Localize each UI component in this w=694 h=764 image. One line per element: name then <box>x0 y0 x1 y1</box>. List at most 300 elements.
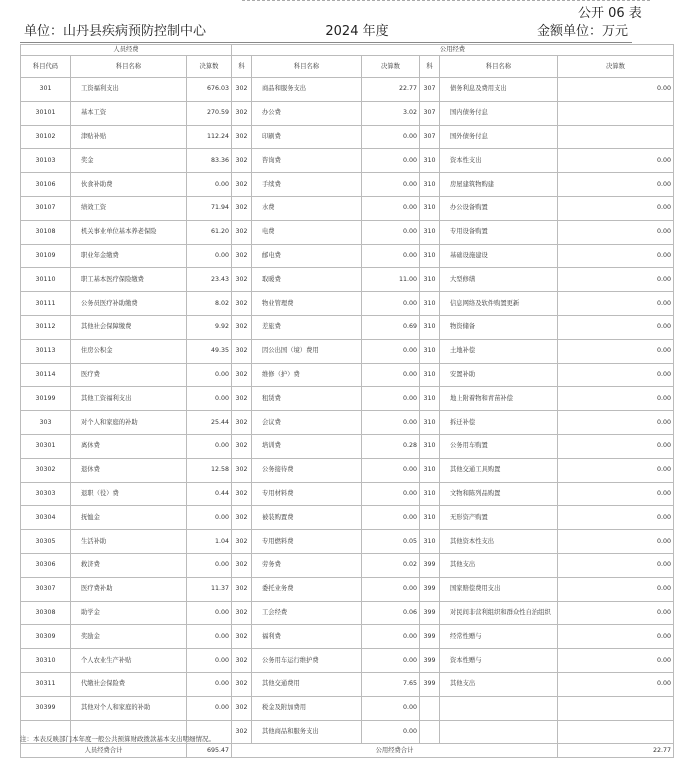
item-code: 307 <box>420 125 440 149</box>
item-amount <box>558 125 674 149</box>
item-amount: 0.00 <box>362 292 420 316</box>
item-amount: 0.00 <box>187 506 232 530</box>
item-code: 310 <box>420 173 440 197</box>
item-code: 30114 <box>21 363 71 387</box>
item-code: 302 <box>232 149 252 173</box>
item-amount: 0.00 <box>558 672 674 696</box>
item-code: 302 <box>232 339 252 363</box>
public-total-value: 22.77 <box>558 744 674 758</box>
table-row <box>21 530 674 554</box>
item-name: 咨询费 <box>252 149 362 173</box>
item-name: 培训费 <box>252 434 362 458</box>
item-amount: 0.00 <box>362 720 420 744</box>
table-row <box>21 506 674 530</box>
item-name: 公务用车购置 <box>440 434 558 458</box>
item-amount: 270.59 <box>187 101 232 125</box>
table-row <box>21 196 674 220</box>
item-name: 维修（护）费 <box>252 363 362 387</box>
item-name: 会议费 <box>252 411 362 435</box>
col-amount: 决算数 <box>558 56 674 78</box>
item-code: 302 <box>232 696 252 720</box>
item-code: 310 <box>420 458 440 482</box>
table-row <box>21 577 674 601</box>
item-name: 奖励金 <box>71 625 187 649</box>
item-code: 30307 <box>21 577 71 601</box>
item-name: 对个人和家庭的补助 <box>71 411 187 435</box>
item-name: 个人农业生产补贴 <box>71 649 187 673</box>
item-amount: 0.00 <box>362 625 420 649</box>
item-code: 30107 <box>21 196 71 220</box>
section-header-row <box>21 45 674 56</box>
item-amount: 0.00 <box>362 387 420 411</box>
table-row <box>21 220 674 244</box>
item-amount: 0.00 <box>187 363 232 387</box>
item-name: 手续费 <box>252 173 362 197</box>
item-name: 住房公积金 <box>71 339 187 363</box>
item-code: 399 <box>420 625 440 649</box>
item-amount: 0.44 <box>187 482 232 506</box>
table-row <box>21 339 674 363</box>
item-name: 退休费 <box>71 458 187 482</box>
item-code: 30113 <box>21 339 71 363</box>
item-name: 房屋建筑物购建 <box>440 173 558 197</box>
col-code: 科 <box>232 56 252 78</box>
item-name: 其他支出 <box>440 553 558 577</box>
item-name: 工会经费 <box>252 601 362 625</box>
item-amount <box>558 101 674 125</box>
fiscal-year: 2024 年度 <box>325 24 389 39</box>
item-code: 310 <box>420 363 440 387</box>
item-name: 税金及附加费用 <box>252 696 362 720</box>
item-amount: 0.00 <box>187 434 232 458</box>
item-amount: 0.00 <box>558 315 674 339</box>
item-name: 商品和服务支出 <box>252 78 362 102</box>
item-amount: 9.92 <box>187 315 232 339</box>
public-section-title: 公用经费 <box>232 45 674 56</box>
item-name: 债务利息及费用支出 <box>440 78 558 102</box>
item-name: 其他交通工具购置 <box>440 458 558 482</box>
col-name: 科目名称 <box>252 56 362 78</box>
item-name: 公务接待费 <box>252 458 362 482</box>
item-code: 30112 <box>21 315 71 339</box>
col-code: 科 <box>420 56 440 78</box>
item-name: 租赁费 <box>252 387 362 411</box>
item-code: 310 <box>420 292 440 316</box>
item-amount: 0.00 <box>558 577 674 601</box>
item-amount: 0.00 <box>362 506 420 530</box>
item-name: 委托业务费 <box>252 577 362 601</box>
item-code: 310 <box>420 411 440 435</box>
item-code: 310 <box>420 530 440 554</box>
item-code: 30301 <box>21 434 71 458</box>
col-name: 科目名称 <box>440 56 558 78</box>
item-code: 30108 <box>21 220 71 244</box>
item-code: 30101 <box>21 101 71 125</box>
item-code: 30311 <box>21 672 71 696</box>
item-code: 302 <box>232 530 252 554</box>
item-name: 奖金 <box>71 149 187 173</box>
item-code: 399 <box>420 649 440 673</box>
table-row <box>21 292 674 316</box>
item-amount: 0.00 <box>558 268 674 292</box>
item-code: 399 <box>420 553 440 577</box>
item-amount: 0.00 <box>558 553 674 577</box>
item-amount: 0.00 <box>558 411 674 435</box>
item-code: 302 <box>232 173 252 197</box>
item-code: 310 <box>420 387 440 411</box>
item-code: 30199 <box>21 387 71 411</box>
item-name: 绩效工资 <box>71 196 187 220</box>
item-name: 大型修缮 <box>440 268 558 292</box>
item-name: 办公设备购置 <box>440 196 558 220</box>
item-name: 国家赔偿费用支出 <box>440 577 558 601</box>
item-name: 抚恤金 <box>71 506 187 530</box>
item-amount: 3.02 <box>362 101 420 125</box>
item-name: 退职（役）费 <box>71 482 187 506</box>
expenditure-table <box>20 44 674 758</box>
totals-row <box>21 744 674 758</box>
table-row <box>21 149 674 173</box>
item-name: 基础设施建设 <box>440 244 558 268</box>
col-amount: 决算数 <box>187 56 232 78</box>
item-amount: 0.00 <box>362 339 420 363</box>
item-amount: 0.06 <box>362 601 420 625</box>
item-amount: 0.00 <box>362 577 420 601</box>
money-unit-label: 金额单位：万元 <box>536 24 628 39</box>
item-name: 专用设备购置 <box>440 220 558 244</box>
item-amount: 0.00 <box>362 458 420 482</box>
item-code: 302 <box>232 601 252 625</box>
item-code: 302 <box>232 244 252 268</box>
item-name: 电费 <box>252 220 362 244</box>
item-code: 302 <box>232 411 252 435</box>
item-code: 310 <box>420 482 440 506</box>
item-name: 生活补助 <box>71 530 187 554</box>
item-amount: 61.20 <box>187 220 232 244</box>
item-amount: 0.00 <box>362 173 420 197</box>
item-name: 专用材料费 <box>252 482 362 506</box>
item-amount: 22.77 <box>362 78 420 102</box>
item-code: 310 <box>420 196 440 220</box>
footnote: 注：本表反映部门本年度一般公共预算财政拨款基本支出明细情况。 <box>20 735 215 743</box>
item-name: 物业管理费 <box>252 292 362 316</box>
item-code: 30399 <box>21 696 71 720</box>
item-amount <box>558 720 674 744</box>
item-amount: 0.00 <box>558 196 674 220</box>
item-amount: 0.00 <box>558 244 674 268</box>
item-code: 30305 <box>21 530 71 554</box>
item-code: 30309 <box>21 625 71 649</box>
item-name: 工资福利支出 <box>71 78 187 102</box>
item-amount: 0.00 <box>187 244 232 268</box>
item-name: 津贴补贴 <box>71 125 187 149</box>
item-code: 302 <box>232 506 252 530</box>
item-name: 对民间非营利组织和群众性自治组织 <box>440 601 558 625</box>
public-total-label: 公用经费合计 <box>232 744 558 758</box>
item-code: 310 <box>420 315 440 339</box>
table-row <box>21 482 674 506</box>
item-amount: 0.00 <box>558 625 674 649</box>
item-code <box>420 696 440 720</box>
item-amount: 0.00 <box>362 149 420 173</box>
item-name: 资本性赠与 <box>440 649 558 673</box>
item-code: 30102 <box>21 125 71 149</box>
item-code: 30304 <box>21 506 71 530</box>
item-name: 经常性赠与 <box>440 625 558 649</box>
item-code: 302 <box>232 315 252 339</box>
item-name: 被装购置费 <box>252 506 362 530</box>
table-row <box>21 672 674 696</box>
item-amount: 0.00 <box>362 649 420 673</box>
item-name: 资本性支出 <box>440 149 558 173</box>
table-row <box>21 434 674 458</box>
item-amount: 0.00 <box>187 625 232 649</box>
item-code: 302 <box>232 220 252 244</box>
header-dash-rule <box>242 0 650 1</box>
item-amount: 23.43 <box>187 268 232 292</box>
item-amount: 0.00 <box>558 339 674 363</box>
item-name: 信息网络及软件购置更新 <box>440 292 558 316</box>
item-code: 303 <box>21 411 71 435</box>
item-name: 办公费 <box>252 101 362 125</box>
item-amount: 0.00 <box>558 482 674 506</box>
item-name: 印刷费 <box>252 125 362 149</box>
item-name: 其他资本性支出 <box>440 530 558 554</box>
item-name: 劳务费 <box>252 553 362 577</box>
item-code: 302 <box>232 720 252 744</box>
item-name: 离休费 <box>71 434 187 458</box>
item-code: 301 <box>21 78 71 102</box>
item-code: 30306 <box>21 553 71 577</box>
item-amount: 11.37 <box>187 577 232 601</box>
table-row <box>21 625 674 649</box>
item-name: 福利费 <box>252 625 362 649</box>
report-header <box>20 22 632 42</box>
item-code: 30302 <box>21 458 71 482</box>
item-code: 302 <box>232 363 252 387</box>
item-amount: 0.00 <box>558 649 674 673</box>
item-code: 310 <box>420 244 440 268</box>
item-name: 专用燃料费 <box>252 530 362 554</box>
item-code: 399 <box>420 577 440 601</box>
item-code: 302 <box>232 672 252 696</box>
item-code: 302 <box>232 387 252 411</box>
item-code: 30109 <box>21 244 71 268</box>
table-row <box>21 411 674 435</box>
item-amount: 0.05 <box>362 530 420 554</box>
item-amount: 0.00 <box>187 173 232 197</box>
item-code: 302 <box>232 292 252 316</box>
item-amount: 0.00 <box>558 458 674 482</box>
item-amount: 0.00 <box>187 672 232 696</box>
item-code: 302 <box>232 268 252 292</box>
item-code: 30106 <box>21 173 71 197</box>
item-amount: 0.00 <box>187 601 232 625</box>
item-name: 救济费 <box>71 553 187 577</box>
item-name: 其他支出 <box>440 672 558 696</box>
item-name: 其他工资福利支出 <box>71 387 187 411</box>
item-name: 邮电费 <box>252 244 362 268</box>
item-amount: 49.35 <box>187 339 232 363</box>
item-amount: 0.00 <box>558 434 674 458</box>
item-code: 302 <box>232 625 252 649</box>
item-code: 310 <box>420 220 440 244</box>
item-amount: 0.00 <box>558 173 674 197</box>
personnel-total-value: 695.47 <box>187 744 232 758</box>
item-name: 公务用车运行维护费 <box>252 649 362 673</box>
item-code: 310 <box>420 434 440 458</box>
item-code: 302 <box>232 458 252 482</box>
item-code: 302 <box>232 125 252 149</box>
item-amount: 0.00 <box>187 553 232 577</box>
item-name: 地上附着物和青苗补偿 <box>440 387 558 411</box>
table-row <box>21 458 674 482</box>
item-name: 取暖费 <box>252 268 362 292</box>
item-name: 拆迁补偿 <box>440 411 558 435</box>
item-amount: 0.02 <box>362 553 420 577</box>
form-code: 公开 06 表 <box>578 6 642 21</box>
item-code: 302 <box>232 649 252 673</box>
item-name: 文物和陈列品购置 <box>440 482 558 506</box>
item-amount: 0.00 <box>362 363 420 387</box>
item-amount: 0.00 <box>558 220 674 244</box>
item-code: 30103 <box>21 149 71 173</box>
table-row <box>21 244 674 268</box>
item-name: 其他交通费用 <box>252 672 362 696</box>
item-name <box>440 696 558 720</box>
item-name: 无形资产购置 <box>440 506 558 530</box>
item-amount: 25.44 <box>187 411 232 435</box>
personnel-total-label: 人员经费合计 <box>21 744 187 758</box>
table-row <box>21 268 674 292</box>
item-amount: 0.00 <box>558 78 674 102</box>
item-name: 其他对个人和家庭的补助 <box>71 696 187 720</box>
item-name: 公务员医疗补助缴费 <box>71 292 187 316</box>
table-row <box>21 363 674 387</box>
header-divider <box>20 42 632 43</box>
item-name: 其他商品和服务支出 <box>252 720 362 744</box>
item-amount: 12.58 <box>187 458 232 482</box>
item-name: 土地补偿 <box>440 339 558 363</box>
table-row <box>21 315 674 339</box>
table-row <box>21 173 674 197</box>
item-name: 安置补助 <box>440 363 558 387</box>
item-amount: 0.00 <box>558 149 674 173</box>
item-code: 302 <box>232 101 252 125</box>
item-name: 物资储备 <box>440 315 558 339</box>
item-amount: 0.00 <box>362 696 420 720</box>
item-code: 310 <box>420 339 440 363</box>
item-amount: 11.00 <box>362 268 420 292</box>
item-amount: 0.69 <box>362 315 420 339</box>
item-code: 30308 <box>21 601 71 625</box>
item-amount: 71.94 <box>187 196 232 220</box>
item-amount: 0.00 <box>558 363 674 387</box>
personnel-section-title: 人员经费 <box>21 45 232 56</box>
item-code: 302 <box>232 482 252 506</box>
col-name: 科目名称 <box>71 56 187 78</box>
item-amount: 0.00 <box>362 411 420 435</box>
item-code: 302 <box>232 434 252 458</box>
item-code: 399 <box>420 601 440 625</box>
item-amount: 0.00 <box>362 482 420 506</box>
item-amount: 676.03 <box>187 78 232 102</box>
item-amount: 0.28 <box>362 434 420 458</box>
item-code: 310 <box>420 268 440 292</box>
column-header-row <box>21 56 674 78</box>
item-amount: 0.00 <box>187 696 232 720</box>
table-row <box>21 553 674 577</box>
item-name: 医疗费 <box>71 363 187 387</box>
item-amount: 0.00 <box>362 220 420 244</box>
item-amount: 0.00 <box>187 649 232 673</box>
item-name: 伙食补助费 <box>71 173 187 197</box>
item-amount: 1.04 <box>187 530 232 554</box>
item-code: 310 <box>420 149 440 173</box>
item-name: 国内债务付息 <box>440 101 558 125</box>
item-name: 职工基本医疗保险缴费 <box>71 268 187 292</box>
item-name: 水费 <box>252 196 362 220</box>
item-code <box>420 720 440 744</box>
col-amount: 决算数 <box>362 56 420 78</box>
item-code: 307 <box>420 101 440 125</box>
item-amount: 0.00 <box>558 530 674 554</box>
item-amount: 0.00 <box>362 196 420 220</box>
item-name <box>440 720 558 744</box>
table-row <box>21 387 674 411</box>
item-name: 助学金 <box>71 601 187 625</box>
item-code: 307 <box>420 78 440 102</box>
item-amount <box>558 696 674 720</box>
item-name: 基本工资 <box>71 101 187 125</box>
item-amount: 0.00 <box>558 292 674 316</box>
item-amount: 0.00 <box>362 125 420 149</box>
table-row <box>21 78 674 102</box>
item-code: 30111 <box>21 292 71 316</box>
item-code: 302 <box>232 553 252 577</box>
item-amount: 112.24 <box>187 125 232 149</box>
item-name: 代缴社会保险费 <box>71 672 187 696</box>
item-name: 医疗费补助 <box>71 577 187 601</box>
item-amount: 0.00 <box>362 244 420 268</box>
item-code: 310 <box>420 506 440 530</box>
table-row <box>21 601 674 625</box>
table-row <box>21 696 674 720</box>
item-name: 差旅费 <box>252 315 362 339</box>
item-amount: 8.02 <box>187 292 232 316</box>
item-amount: 0.00 <box>558 601 674 625</box>
item-name: 因公出国（境）费用 <box>252 339 362 363</box>
item-code: 399 <box>420 672 440 696</box>
item-code: 30110 <box>21 268 71 292</box>
item-amount: 0.00 <box>558 387 674 411</box>
item-code: 30310 <box>21 649 71 673</box>
table-row <box>21 125 674 149</box>
item-name: 国外债务付息 <box>440 125 558 149</box>
item-amount: 7.65 <box>362 672 420 696</box>
table-row <box>21 101 674 125</box>
item-amount: 83.36 <box>187 149 232 173</box>
item-amount: 0.00 <box>187 387 232 411</box>
col-code: 科目代码 <box>21 56 71 78</box>
item-code: 302 <box>232 78 252 102</box>
item-name: 机关事业单位基本养老保险 <box>71 220 187 244</box>
item-code: 30303 <box>21 482 71 506</box>
table-row <box>21 649 674 673</box>
item-name: 职业年金缴费 <box>71 244 187 268</box>
item-name: 其他社会保障缴费 <box>71 315 187 339</box>
unit-label: 单位：山丹县疾病预防控制中心 <box>24 24 207 39</box>
